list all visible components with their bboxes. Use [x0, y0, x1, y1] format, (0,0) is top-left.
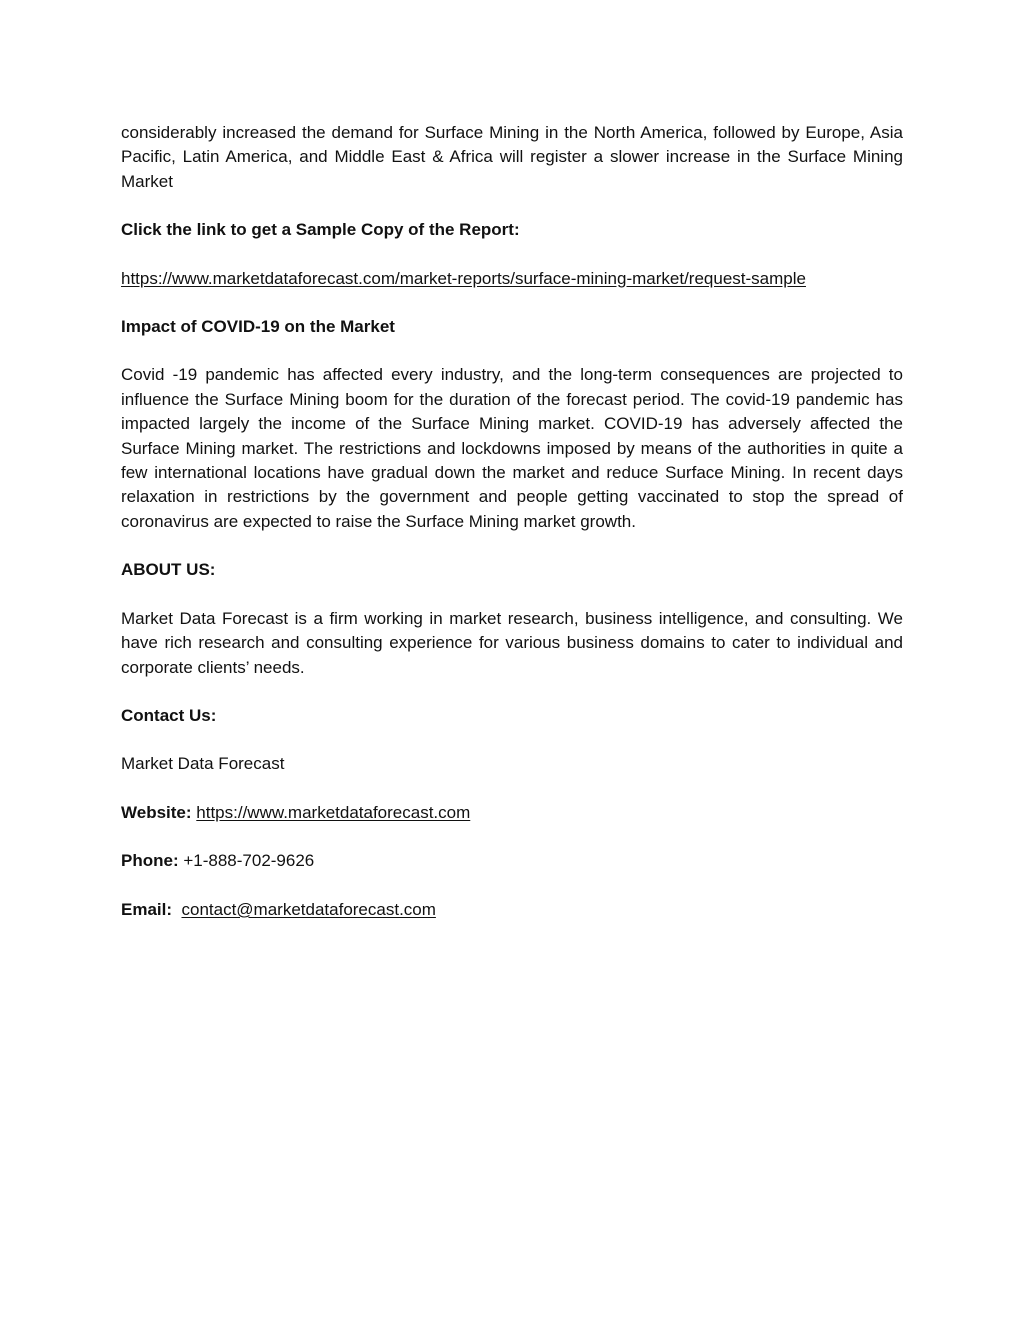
phone-value: +1-888-702-9626	[183, 851, 315, 871]
email-line	[121, 898, 903, 922]
document-page	[121, 121, 903, 946]
email-link[interactable]: contact@marketdataforecast.com	[181, 899, 436, 919]
contact-heading: Contact Us:	[121, 705, 217, 725]
website-link[interactable]: https://www.marketdataforecast.com	[196, 802, 471, 822]
company-name: Market Data Forecast	[121, 754, 285, 774]
sample-heading: Click the link to get a Sample Copy of the Report:	[121, 220, 520, 240]
phone-line	[121, 849, 903, 873]
sample-link-line	[121, 267, 903, 291]
website-line	[121, 801, 903, 825]
covid-paragraph: Covid -19 pandemic has affected every industry, and the long-term consequences are projected to influence the Surface Mining boom for the duration of the forecast period. The covid-19 pandemic has impacted largely the income of the Surface Mining market. COVID-19 has adversely affected the Surface Mining market. The restrictions and lockdowns imposed by means of the authorities in quite a few international locations have gradual down the market and reduce Surface Mining. In recent days relaxation in restrictions by the government and people getting vaccinated to stop the spread of coronavirus are expected to raise the Surface Mining market growth.	[121, 365, 903, 531]
phone-label: Phone:	[121, 851, 179, 871]
sample-link[interactable]: https://www.marketdataforecast.com/market-reports/surface-mining-market/request-sample	[121, 268, 806, 288]
about-paragraph: Market Data Forecast is a firm working in market research, business intelligence, and consulting. We have rich research and consulting experience for various business domains to cater to individual and corporate clients’ needs.	[121, 608, 903, 677]
email-label: Email:	[121, 899, 173, 919]
website-label: Website:	[121, 802, 192, 822]
intro-paragraph: considerably increased the demand for Surface Mining in the North America, followed by Europe, Asia Pacific, Latin America, and Middle East & Africa will register a slower increase in the Surface Mining Market	[121, 123, 903, 191]
about-heading: ABOUT US:	[121, 560, 216, 580]
covid-heading: Impact of COVID-19 on the Market	[121, 317, 395, 337]
